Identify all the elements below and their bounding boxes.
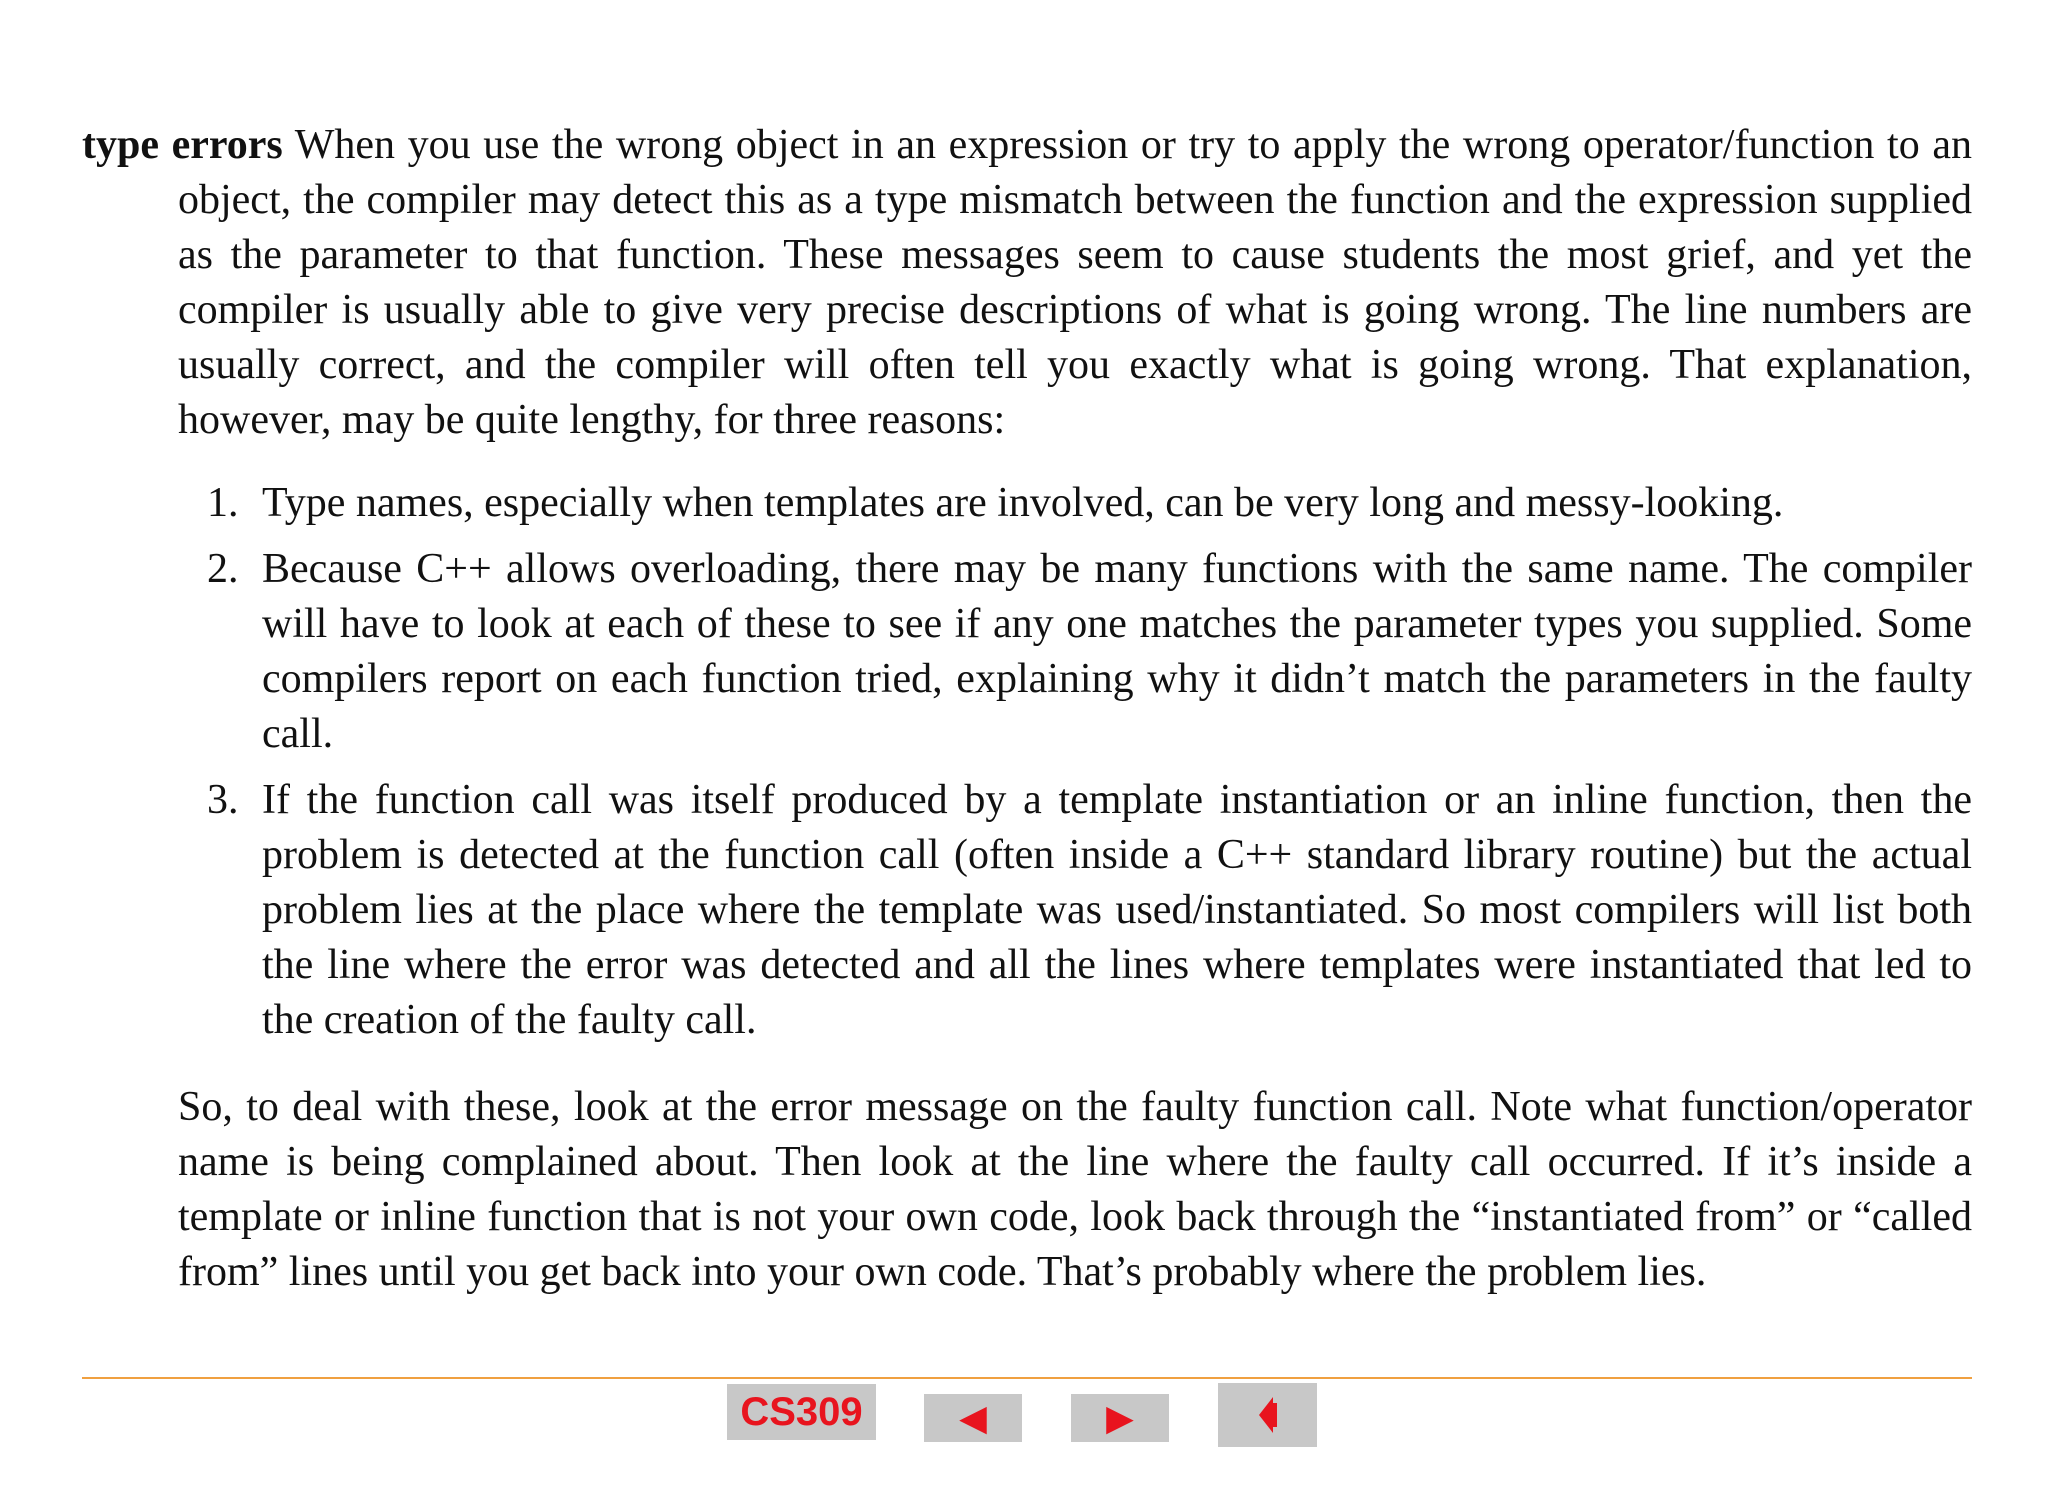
list-item-number: 1. bbox=[207, 480, 239, 526]
list-item bbox=[207, 542, 1972, 762]
closing-paragraph: So, to deal with these, look at the error message on the faulty function call. Note what function/operator name is being complained about. Then look at the line where the faulty call occurred. If it’s inside a template or inline function that is not your own code, look back through the “instantiated from” or “called from” lines until you get back into your own code. That’s probably where the problem lies. bbox=[178, 1084, 1972, 1295]
course-label: CS309 bbox=[740, 1389, 863, 1434]
list-item bbox=[207, 476, 1972, 531]
previous-page-button[interactable] bbox=[924, 1394, 1022, 1442]
list-item bbox=[207, 773, 1972, 1048]
footer-divider bbox=[82, 1377, 1972, 1379]
list-item-text: Because C++ allows overloading, there may be many functions with the same name. The compiler will have to look at each of these to see if any one matches the parameter types you supplied. Some compilers report on each function tried, explaining why it didn’t match the parameters in the faulty call. bbox=[262, 546, 1972, 757]
definition-term: type errors bbox=[82, 122, 283, 168]
next-page-button[interactable] bbox=[1071, 1394, 1169, 1442]
course-home-button[interactable] bbox=[727, 1384, 876, 1440]
back-arrow-icon bbox=[1253, 1393, 1283, 1437]
right-triangle-icon: ▶ bbox=[1106, 1397, 1134, 1439]
definition-item bbox=[82, 118, 1972, 448]
definition-text: When you use the wrong object in an expression or try to apply the wrong operator/function to an object, the compiler may detect this as a type mismatch between the function and the expression supplied as the parameter to that function. These messages seem to cause students the most grief, and yet the compiler is usually able to give very precise descriptions of what is going wrong. The line numbers are usually correct, and the compiler will often tell you exactly what is going wrong. That explanation, however, may be quite lengthy, for three reasons: bbox=[178, 122, 1972, 443]
reasons-list bbox=[82, 476, 1972, 1048]
list-item-text: If the function call was itself produced by a template instantiation or an inline function, then the problem is detected at the function call (often inside a C++ standard library routine) but the actual problem lies at the place where the template was used/instantiated. So most compilers will list both the line where the error was detected and all the lines where templates were instantiated that led to the creation of the faulty call. bbox=[262, 777, 1972, 1043]
left-triangle-icon: ◀ bbox=[959, 1397, 987, 1439]
list-item-number: 3. bbox=[207, 777, 239, 823]
document-body bbox=[82, 118, 1972, 1300]
go-back-button[interactable] bbox=[1218, 1383, 1317, 1447]
list-item-text: Type names, especially when templates are involved, can be very long and messy-looking. bbox=[262, 480, 1784, 526]
list-item-number: 2. bbox=[207, 546, 239, 592]
